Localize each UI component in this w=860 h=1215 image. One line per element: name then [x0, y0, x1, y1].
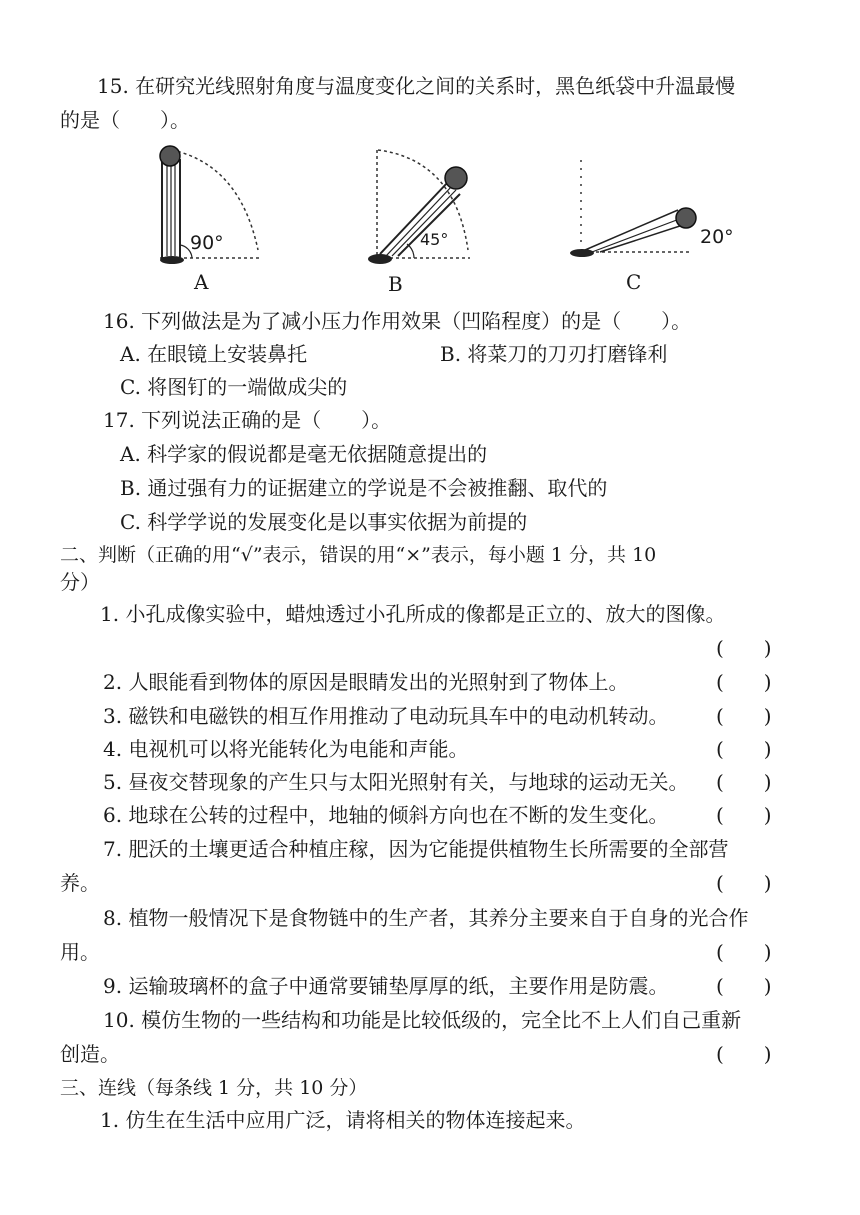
tf-answer-3[interactable]: ( ) [716, 704, 772, 728]
tf-answer-9[interactable]: ( ) [716, 974, 772, 998]
q17-option-b: B. 通过强有力的证据建立的学说是不会被推翻、取代的 [120, 476, 608, 500]
q15-stem-line1: 15. 在研究光线照射角度与温度变化之间的关系时，黑色纸袋中升温最慢 [97, 74, 736, 98]
sun-icon [160, 146, 180, 166]
tf-answer-5[interactable]: ( ) [716, 770, 772, 794]
tf-answer-4[interactable]: ( ) [716, 737, 772, 761]
q16-option-c: C. 将图钉的一端做成尖的 [120, 375, 348, 399]
section2-heading-line1: 二、判断（正确的用“√”表示，错误的用“×”表示，每小题 1 分，共 10 [60, 544, 657, 566]
tf-item-4: 4. 电视机可以将光能转化为电能和声能。 [103, 737, 469, 761]
tf-answer-8[interactable]: ( ) [716, 940, 772, 964]
tf-item-6: 6. 地球在公转的过程中，地轴的倾斜方向也在不断的发生变化。 [103, 803, 669, 827]
paper-bag-icon [160, 256, 184, 264]
tf-answer-10[interactable]: ( ) [716, 1042, 772, 1066]
figure-c-label: C [626, 270, 642, 294]
figure-c-angle: 20° [700, 226, 734, 248]
section2-heading-line2: 分） [60, 570, 100, 594]
sun-icon [676, 208, 696, 228]
paper-bag-icon [368, 254, 392, 264]
q16-option-b: B. 将菜刀的刀刃打磨锋利 [440, 342, 668, 366]
paper-bag-icon [570, 249, 594, 257]
q17-option-a: A. 科学家的假说都是毫无依据随意提出的 [120, 442, 488, 466]
q15-stem-line2: 的是（ ）。 [60, 108, 190, 132]
light-angle-diagrams [0, 140, 860, 300]
q17-option-c: C. 科学学说的发展变化是以事实依据为前提的 [120, 510, 528, 534]
q15-figure [0, 140, 860, 300]
section3-heading: 三、连线（每条线 1 分，共 10 分） [60, 1077, 368, 1099]
figure-a-label: A [194, 270, 209, 294]
tf-answer-2[interactable]: ( ) [716, 670, 772, 694]
q16-stem: 16. 下列做法是为了减小压力作用效果（凹陷程度）的是（ ）。 [103, 309, 692, 333]
figure-a-angle: 90° [190, 232, 224, 254]
tf-item-10-line1: 10. 模仿生物的一些结构和功能是比较低级的，完全比不上人们自己重新 [103, 1008, 742, 1032]
q17-stem: 17. 下列说法正确的是（ ）。 [103, 408, 392, 432]
tf-item-8-line1: 8. 植物一般情况下是食物链中的生产者，其养分主要来自于自身的光合作 [103, 906, 749, 930]
tf-item-9: 9. 运输玻璃杯的盒子中通常要铺垫厚厚的纸，主要作用是防震。 [103, 974, 669, 998]
figure-c-diagram [570, 160, 696, 257]
tf-answer-1[interactable]: ( ) [716, 636, 772, 660]
tf-item-7-line2: 养。 [60, 871, 100, 895]
tf-answer-6[interactable]: ( ) [716, 803, 772, 827]
tf-item-2: 2. 人眼能看到物体的原因是眼睛发出的光照射到了物体上。 [103, 670, 629, 694]
tf-answer-7[interactable]: ( ) [716, 871, 772, 895]
figure-b-diagram [368, 150, 470, 264]
tf-item-8-line2: 用。 [60, 940, 100, 964]
sun-icon [445, 167, 467, 189]
figure-b-angle: 45° [420, 230, 449, 249]
q16-option-a: A. 在眼镜上安装鼻托 [120, 342, 308, 366]
tf-item-3: 3. 磁铁和电磁铁的相互作用推动了电动玩具车中的电动机转动。 [103, 704, 669, 728]
section3-q1: 1. 仿生在生活中应用广泛，请将相关的物体连接起来。 [100, 1108, 586, 1132]
tf-item-5: 5. 昼夜交替现象的产生只与太阳光照射有关，与地球的运动无关。 [103, 770, 689, 794]
tf-item-7-line1: 7. 肥沃的土壤更适合种植庄稼，因为它能提供植物生长所需要的全部营 [103, 837, 729, 861]
tf-item-10-line2: 创造。 [60, 1042, 120, 1066]
tf-item-1: 1. 小孔成像实验中，蜡烛透过小孔所成的像都是正立的、放大的图像。 [100, 602, 726, 626]
figure-b-label: B [388, 272, 403, 296]
